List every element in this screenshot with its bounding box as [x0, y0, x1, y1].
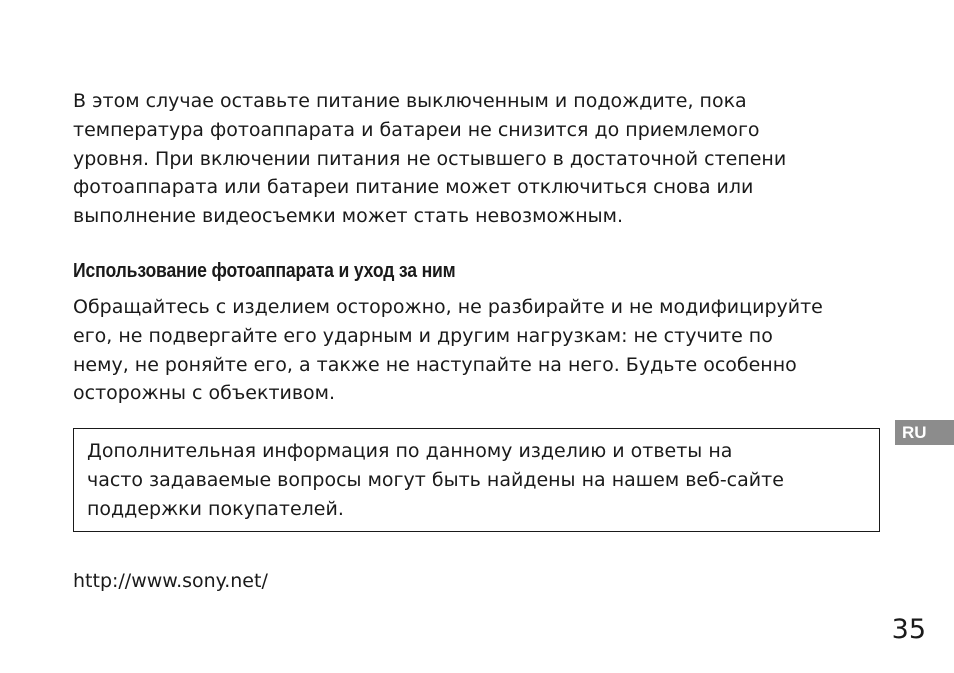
section-heading: Использование фотоаппарата и уход за ним [73, 260, 456, 282]
intro-paragraph: В этом случае оставьте питание выключенным и подождите, пока температура фотоаппарата и батареи не снизится до приемлемого уровня. При включении питания не остывшего в достаточной степени фотоаппарата или батареи питание может отключиться снова или выполнение видеосъемки может стать невозможным. [73, 90, 787, 228]
info-box [73, 428, 880, 532]
section-body-paragraph: Обращайтесь с изделием осторожно, не разбирайте и не модифицируйте его, не подвергайте его ударным и другим нагрузкам: не стучите по нему, не роняйте его, а также не наступайте на него. Будьте особенно осторожны с объективом. [73, 296, 823, 405]
language-tab: RU [895, 420, 954, 445]
support-url[interactable]: http://www.sony.net/ [73, 570, 268, 592]
info-box-text: Дополнительная информация по данному изделию и ответы на часто задаваемые вопросы могут быть найдены на нашем веб-сайте поддержки покупателей. [87, 440, 784, 520]
page-number: 35 [891, 614, 926, 645]
